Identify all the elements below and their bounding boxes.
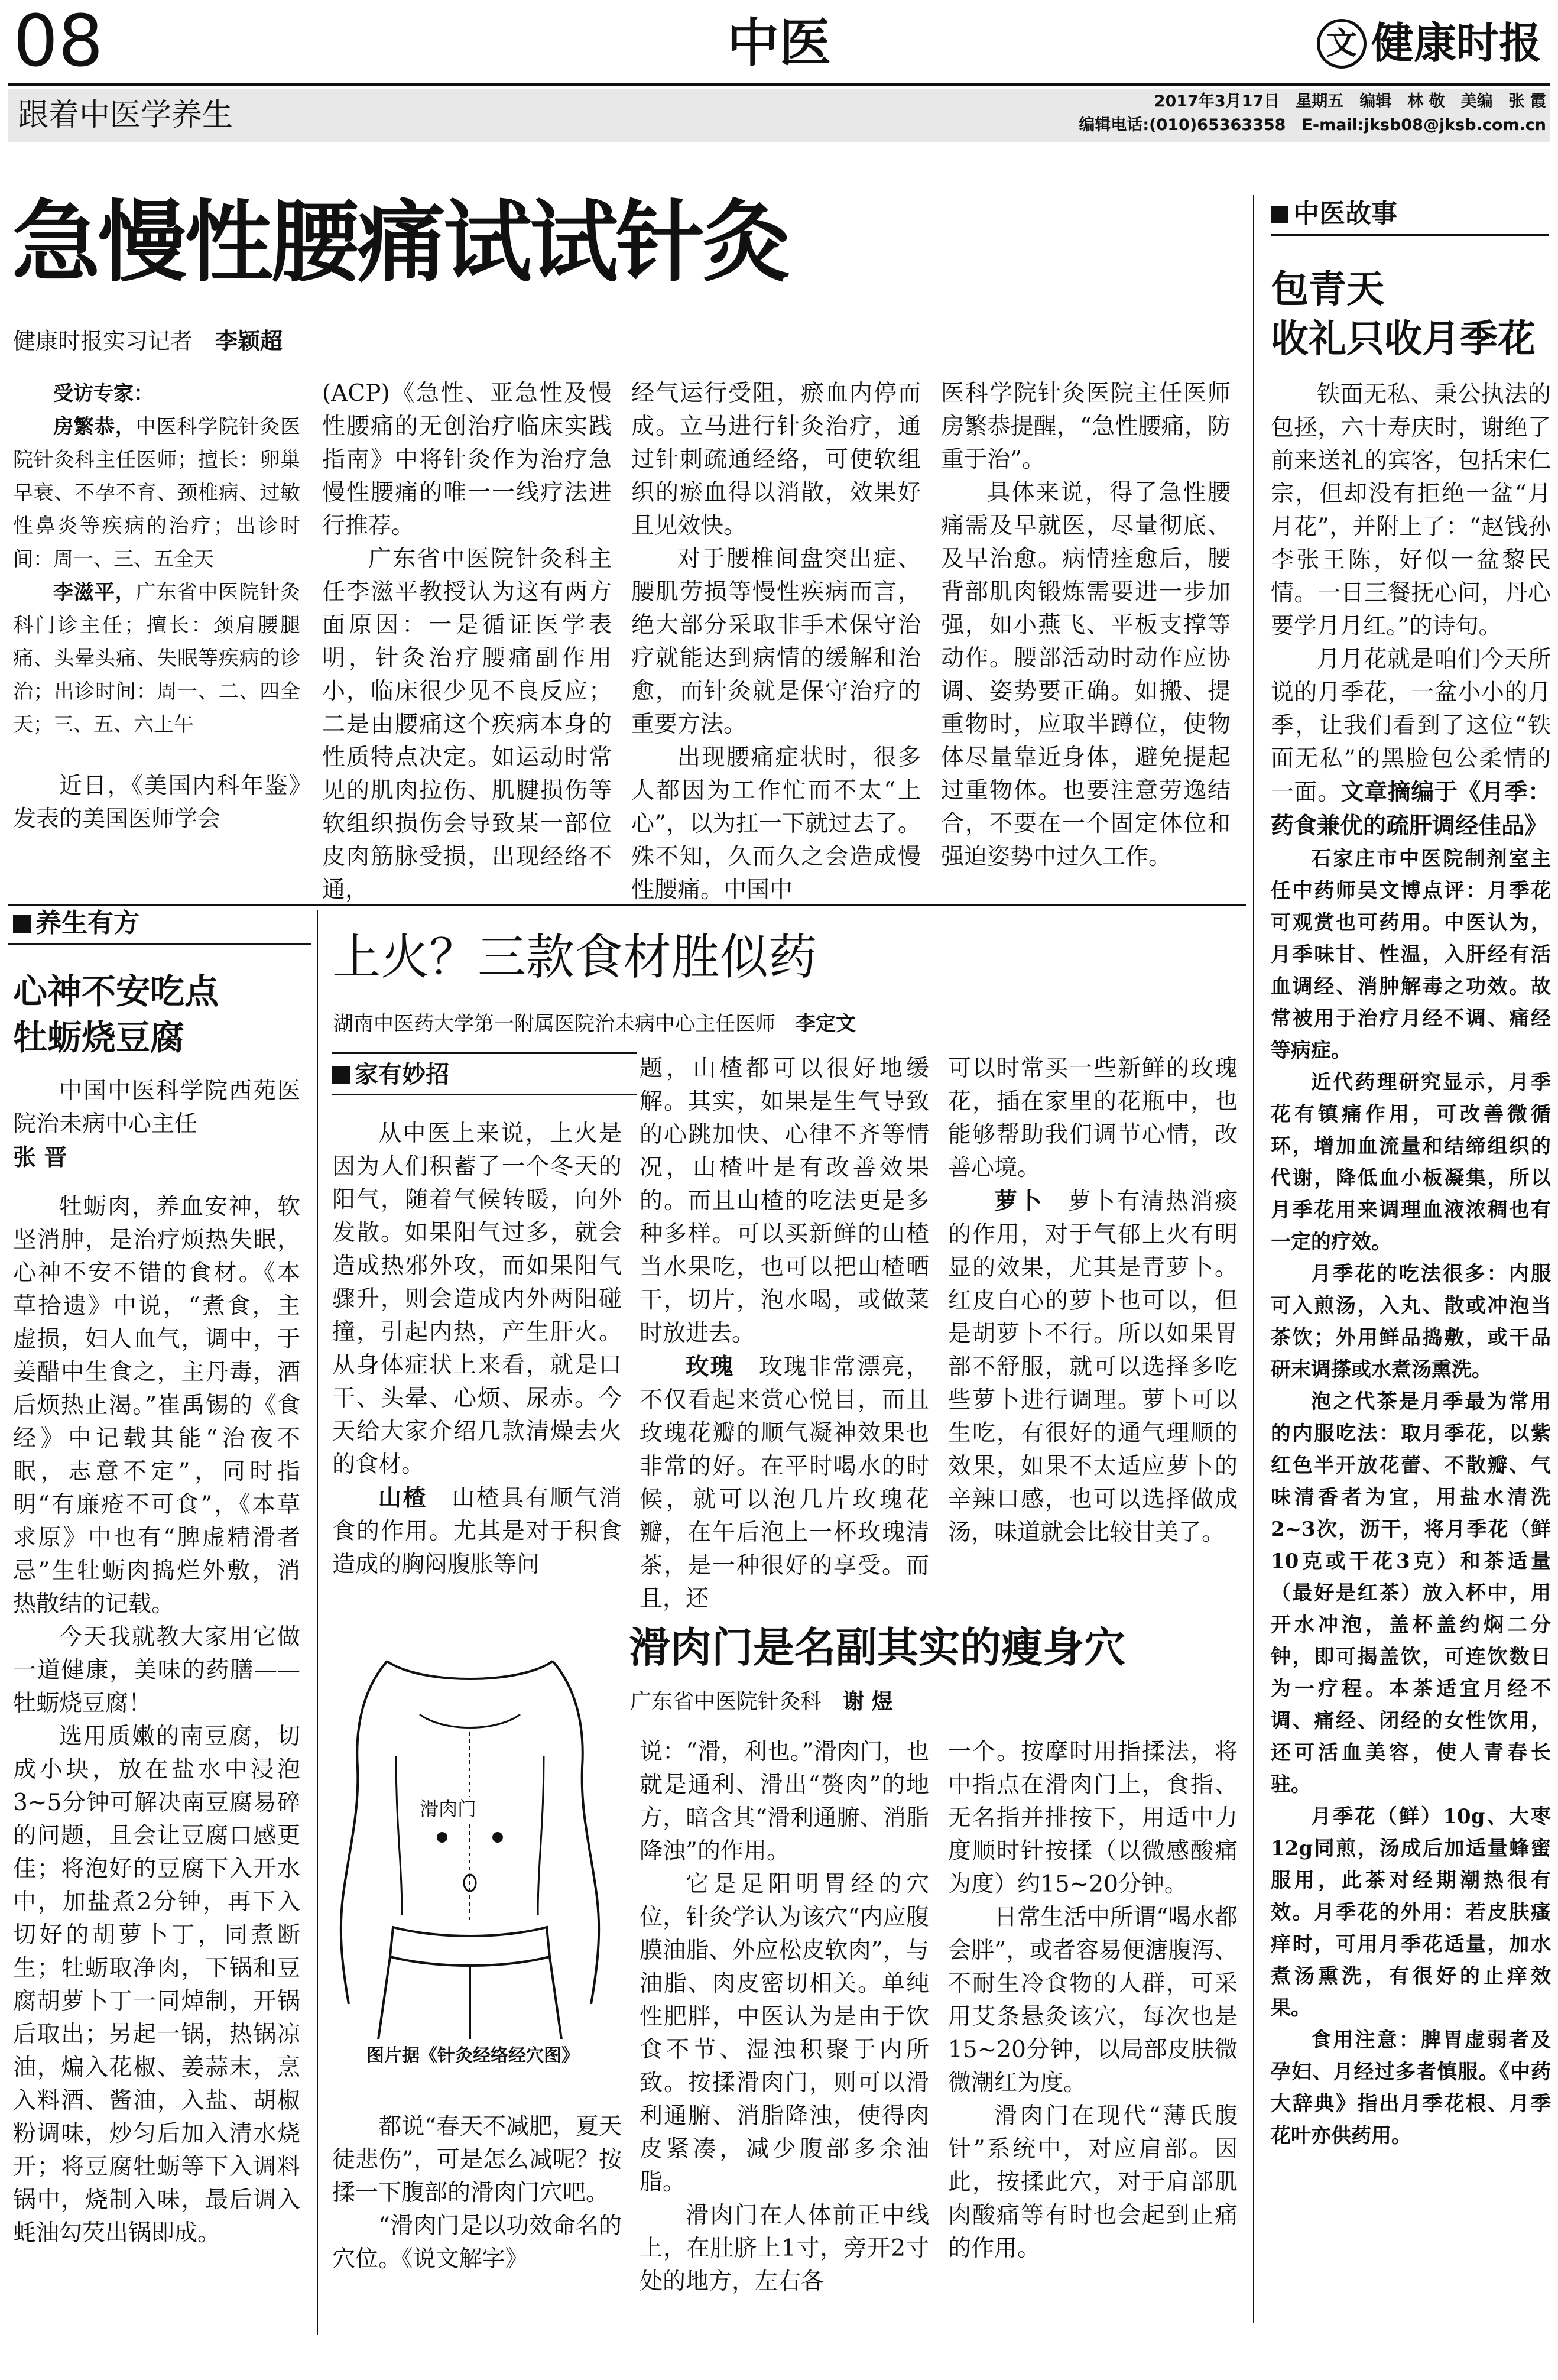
oyster-paragraph: 牡蛎肉，养血安神，软坚消肿，是治疗烦热失眠，心神不安不错的食材。《本草拾遗》中说，“煮食，主虚损，妇人血气，调中，于姜醋中生食之，主丹毒，酒后烦热止渴。”崔禹锡的《食经》中记载其能“治夜不眠，志意不定”，同时指明“有廉疮不可食”，《本草求原》中也有“脾虚精滑者忌”生牡蛎肉捣烂外敷，消热散结的记载。: [13, 1194, 300, 1617]
section-marker-icon: [332, 1066, 350, 1084]
lead-paragraph: 医科学院针灸医院主任医师房繁恭提醒，“急性腰痛，防重于治”。: [941, 380, 1231, 473]
date-line: 2017年3月17日 星期五 编辑 林 敬 美编 张 霞: [1154, 92, 1546, 111]
section-marker-icon: [1271, 206, 1288, 223]
fire-byline: [333, 1010, 856, 1038]
oyster-paragraph: 选用质嫩的南豆腐，切成小块，放在盐水中浸泡3~5分钟可解决南豆腐易碎的问题，且会让豆腐口感更佳；将泡好的豆腐下入开水中，加盐煮2分钟，再下入切好的胡萝卜丁，同煮断生；牡蛎取净肉，下锅和豆腐胡萝卜丁一同焯制，开锅后取出；另起一锅，热锅凉油，煸入花椒、姜蒜末，烹入料酒、酱油，入盐、胡椒粉调味，炒匀后加入清水烧开；将豆腐牡蛎等下入调料锅中，烧制入味，最后调入蚝油勾芡出锅即成。: [13, 1723, 300, 2246]
fire-rule-top: [332, 1052, 637, 1054]
commentary-paragraph: 泡之代茶是月季最为常用的内服吃法：取月季花，以紫红色半开放花蕾、不散瓣、气味清香者为宜，用盐水清洗2~3次，沥干，将月季花（鲜10克或干花3克）和茶适量（最好是红茶）放入杯中，用开水冲泡，盖杯盖约焖二分钟，即可揭盖饮，可连饮数日为一疗程。本茶适宜月经不调、痛经、闭经的女性饮用，还可活血美容，使人青春长驻。: [1271, 1390, 1551, 1797]
story-section-label: 中医故事: [1271, 197, 1397, 231]
torso-illustration: [331, 1649, 609, 2039]
lead-headline: 急慢性腰痛试试针灸: [12, 190, 789, 294]
lead-paragraph: 具体来说，得了急性腰痛需及早就医，尽量彻底、及早治愈。病情痊愈后，腰背部肌肉锻炼需要进一步加强，如小燕飞、平板支撑等动作。腰部活动时动作应协调、姿势要正确。如搬、提重物时，应取半蹲位，使物体尽量靠近身体，避免提起过重物体。也要注意劳逸结合，不要在一个固定体位和强迫姿势中过久工作。: [941, 479, 1231, 870]
fire-paragraph: 题，山楂都可以很好地缓解。其实，如果是生气导致的心跳加快、心律不齐等情况，山楂叶是有改善效果的。而且山楂的吃法更是多种多样。可以买新鲜的山楂当水果吃，也可以把山楂晒干，切片，泡水喝，或做菜时放进去。: [640, 1055, 929, 1347]
lead-byline: [13, 326, 283, 356]
fire-paragraph: 从中医上来说，上火是因为人们积蓄了一个冬天的阳气，随着气候转暖，向外发散。如果阳气过多，就会造成热邪外攻，而如果阳气骤升，则会造成内外两阳碰撞，引起内热，产生肝火。从身体症状上来看，就是口干、头晕、心烦、尿赤。今天给大家介绍几款清燥去火的食材。: [332, 1120, 622, 1478]
lead-paragraph: 近日，《美国内科年鉴》发表的美国医师学会: [13, 773, 300, 832]
acupoint-paragraph: 都说“春天不减肥，夏天徒悲伤”，可是怎么减呢？按揉一下腹部的滑肉门穴吧。: [332, 2113, 622, 2206]
lead-paragraph: 对于腰椎间盘突出症、腰肌劳损等慢性疾病而言，绝大部分采取非手术保守治疗就能达到病情的缓解和治愈，而针灸就是保守治疗的重要方法。: [631, 546, 921, 738]
oyster-body: [13, 1075, 300, 2250]
fire-byline-name: 李定文: [796, 1012, 856, 1036]
fire-column-1: [332, 1117, 622, 1581]
fire-column-2: [640, 1052, 929, 1616]
story-paragraph: 铁面无私、秉公执法的包拯，六十寿庆时，谢绝了前来送礼的宾客，包括宋仁宗，但却没有拒绝一盆“月月花”，并附上了：“赵钱孙李张王陈，好似一盆黎民情。一日三餐抚心问，丹心要学月月红。”的诗句。: [1271, 381, 1551, 640]
acupoint-byline: [630, 1687, 893, 1717]
column-divider: [1253, 195, 1254, 2323]
acupoint-column-0: [332, 2110, 622, 2276]
expert-commentary: [1271, 843, 1551, 2152]
acupoint-paragraph: 它是足阳明胃经的穴位，针灸学认为该穴“内应腹膜油脂、外应松皮软肉”，与油脂、肉皮密切相关。单纯性肥胖，中医认为是由于饮食不节、湿浊积聚于内所致。按揉滑肉门，则可以滑利通腑、消脂降浊，使得肉皮紧凑，减少腹部多余油脂。: [640, 1871, 929, 2196]
oyster-headline: 心神不安吃点 牡蛎烧豆腐: [13, 971, 219, 1058]
acupoint-paragraph: 一个。按摩时用指揉法，将中指点在滑肉门上，食指、无名指并排按下，用适中力度顺时针按揉（以微感酸痛为度）约15~20分钟。: [948, 1739, 1238, 1898]
fire-column-3: [948, 1052, 1238, 1549]
lead-byline-org: 健康时报实习记者: [13, 328, 193, 354]
fire-headline: 上火？三款食材胜似药: [332, 929, 817, 985]
oyster-byline-name: 张 晋: [13, 1144, 67, 1171]
experts-label: 受访专家：: [53, 382, 154, 406]
oyster-byline: 中国中医科学院西苑医院治未病中心主任: [13, 1078, 300, 1137]
oyster-label-rule: [8, 943, 311, 945]
story-label-rule: [1271, 234, 1549, 236]
expert-1: 房繁恭，中医科学院针灸医院针灸科主任医师；擅长：卵巢早衰、不孕不育、颈椎病、过敏性鼻炎等疾病的治疗；出诊时间：周一、三、五全天: [13, 415, 301, 571]
lead-column-1: [13, 377, 300, 836]
masthead-rule: [8, 83, 1550, 86]
lead-paragraph: 经气运行受阻，瘀血内停而成。立马进行针灸治疗，通过针刺疏通经络，可使软组织的瘀血得以消散，效果好且见效快。: [631, 380, 921, 539]
acupoint-paragraph: 日常生活中所谓“喝水都会胖”，或者容易便溏腹泻、不耐生冷食物的人群，可采用艾条悬灸该穴，每次也是15~20分钟，以局部皮肤微微潮红为度。: [948, 1904, 1238, 2096]
lead-column-4: [941, 377, 1231, 874]
newspaper-logo: [1317, 18, 1553, 71]
story-body: [1271, 378, 1551, 2152]
brand-name: 健康时报: [1371, 18, 1542, 68]
acupoint-byline-name: 谢 煜: [843, 1690, 893, 1714]
commentary-paragraph: 月季花的吃法很多：内服可入煎汤，入丸、散或冲泡当茶饮；外用鲜品捣敷，或干品研末调搽或水煮汤熏洗。: [1271, 1262, 1551, 1382]
column-divider: [317, 910, 318, 2335]
acupoint-figure-caption: 图片据《针灸经络经穴图》: [366, 2045, 579, 2066]
story-paragraph: 月月花就是咱们今天所说的月季花，一盆小小的月季，让我们看到了这位“铁面无私”的黑脸包公柔情的一面。文章摘编于《月季：药食兼优的疏肝调经佳品》: [1271, 646, 1551, 839]
oyster-paragraph: 今天我就教大家用它做一道健康，美味的药膳——牡蛎烧豆腐！: [13, 1624, 300, 1717]
fire-section-label: 家有妙招: [332, 1058, 449, 1091]
logo-glyph: 文: [1317, 19, 1367, 69]
acupoint-headline: 滑肉门是名副其实的瘦身穴: [629, 1623, 1125, 1672]
commentary-paragraph: 月季花（鲜）10g、大枣12g同煎，汤成后加适量蜂蜜服用，此茶对经期潮热很有效。月季花的外用：若皮肤瘙痒时，可用月季花适量，加水煮汤熏洗，有很好的止痒效果。: [1271, 1805, 1551, 2020]
lead-paragraph: 广东省中医院针灸科主任李滋平教授认为这有两方面原因：一是循证医学表明，针灸治疗腰痛副作用小，临床很少见不良反应；二是由腰痛这个疾病本身的性质特点决定。如运动时常见的肌肉拉伤、肌腱损伤等软组织损伤会导致某一部位皮肉筋脉受损，出现经络不通，: [322, 546, 612, 903]
lead-paragraph: (ACP)《急性、亚急性及慢性腰痛的无创治疗临床实践指南》中将针灸作为治疗急慢性腰痛的唯一一线疗法进行推荐。: [322, 380, 612, 539]
fire-byline-org: 湖南中医药大学第一附属医院治未病中心主任医师: [333, 1012, 775, 1036]
fire-paragraph: 玫瑰 玫瑰非常漂亮，不仅看起来赏心悦目，而且玫瑰花瓣的顺气凝神效果也非常的好。在平时喝水的时候，就可以泡几片玫瑰花瓣，在午后泡上一杯玫瑰清茶，是一种很好的享受。而且，还: [640, 1353, 929, 1612]
fire-paragraph: 可以时常买一些新鲜的玫瑰花，插在家里的花瓶中，也能够帮助我们调节心情，改善心境。: [948, 1055, 1238, 1181]
acupoint-paragraph: 滑肉门在现代“薄氏腹针”系统中，对应肩部。因此，按揉此穴，对于肩部肌肉酸痛等有时也会起到止痛的作用。: [948, 2103, 1238, 2262]
contact-line: 编辑电话:(010)65363358 E-mail:jksb08@jksb.com.cn: [1079, 116, 1546, 134]
lead-column-2: [322, 377, 612, 907]
acupoint-figure: [331, 1649, 609, 2075]
fire-paragraph: 萝卜 萝卜有清热消痰的作用，对于气郁上火有明显的效果，尤其是青萝卜。红皮白心的萝卜也可以，但是胡萝卜不行。所以如果胃部不舒服，就可以选择多吃些萝卜进行调理。萝卜可以生吃，有很好的通气理顺的效果，如果不太适应萝卜的辛辣口感，也可以选择做成汤，味道就会比较甘美了。: [948, 1188, 1238, 1546]
page-number: 08: [13, 1, 103, 83]
acupoint-column-1: [640, 1736, 929, 2298]
lead-byline-name: 李颖超: [215, 328, 283, 354]
expert-2: 李滋平，广东省中医院针灸科门诊主任；擅长：颈肩腰腿痛、头晕头痛、失眠等疾病的诊治；出诊时间：周一、二、四全天；三、五、六上午: [13, 581, 301, 737]
lead-column-3: [631, 377, 921, 907]
subsection-title: 跟着中医学养生: [18, 98, 233, 133]
section-title: 中医: [727, 12, 832, 73]
commentary-paragraph: 食用注意：脾胃虚弱者及孕妇、月经过多者慎服。《中药大辞典》指出月季花根、月季花叶亦供药用。: [1271, 2028, 1551, 2148]
acupoint-column-2: [948, 1736, 1238, 2265]
acupoint-paragraph: “滑肉门是以功效命名的穴位。《说文解字》: [332, 2213, 622, 2272]
commentary-paragraph: 近代药理研究显示，月季花有镇痛作用，可改善微循环，增加血流量和结缔组织的代谢，降低血小板凝集，所以月季花用来调理血液浓稠也有一定的疗效。: [1271, 1071, 1551, 1254]
acupoint-paragraph: 滑肉门在人体前正中线上，在肚脐上1寸，旁开2寸处的地方，左右各: [640, 2202, 929, 2295]
story-headline: 包青天 收礼只收月季花: [1271, 268, 1536, 361]
fire-rule-bottom: [332, 1094, 637, 1095]
acupoint-byline-org: 广东省中医院针灸科: [630, 1690, 822, 1714]
lead-bottom-rule: [8, 904, 1246, 906]
acupoint-paragraph: 说：“滑，利也。”滑肉门，也就是通利、滑出“赘肉”的地方，暗含其“滑利通腑、消脂降浊”的作用。: [640, 1739, 929, 1865]
acupoint-figure-label: 滑肉门: [420, 1798, 477, 1820]
lead-paragraph: 出现腰痛症状时，很多人都因为工作忙而不太“上心”，以为扛一下就过去了。殊不知，久而久之会造成慢性腰痛。中国中: [631, 744, 921, 903]
section-marker-icon: [13, 915, 31, 933]
oyster-section-label: 养生有方: [13, 907, 139, 940]
fire-paragraph: 山楂 山楂具有顺气消食的作用。尤其是对于积食造成的胸闷腹胀等问: [332, 1484, 622, 1578]
commentary-paragraph: 石家庄市中医院制剂室主任中药师吴文博点评：月季花可观赏也可药用。中医认为，月季味甘、性温，入肝经有活血调经、消肿解毒之功效。故常被用于治疗月经不调、痛经等病症。: [1271, 847, 1551, 1062]
